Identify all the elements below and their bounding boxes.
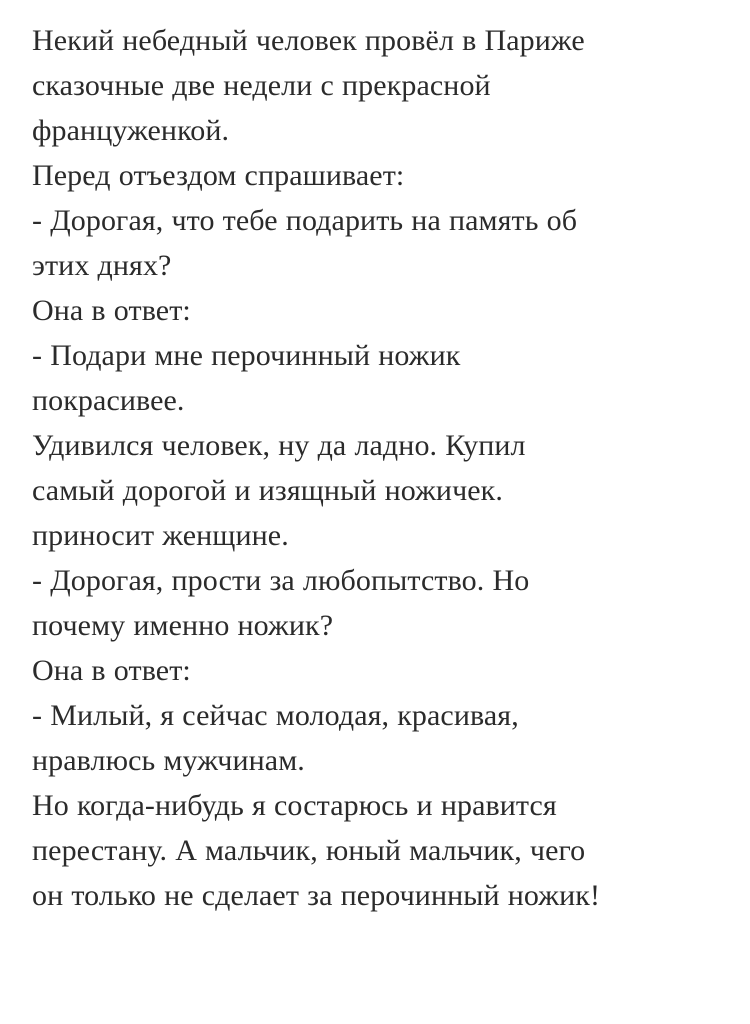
text-line: - Дорогая, прости за любопытство. Но (32, 564, 530, 597)
text-line: самый дорогой и изящный ножичек. (32, 474, 503, 507)
text-line: Перед отъездом спрашивает: (32, 159, 405, 192)
text-line: этих днях? (32, 249, 172, 282)
text-line: - Милый, я сейчас молодая, красивая, (32, 699, 519, 732)
text-line: сказочные две недели с прекрасной (32, 69, 491, 102)
text-line: нравлюсь мужчинам. (32, 744, 305, 777)
text-line: покрасивее. (32, 384, 185, 417)
text-line: француженкой. (32, 114, 230, 147)
text-line: приносит женщине. (32, 519, 289, 552)
text-line: Некий небедный человек провёл в Париже (32, 24, 585, 57)
text-line: - Подари мне перочинный ножик (32, 339, 461, 372)
text-line: он только не сделает за перочинный ножик! (32, 879, 601, 912)
story-text (32, 18, 720, 918)
text-line: Удивился человек, ну да ладно. Купил (32, 429, 526, 462)
text-line: перестану. А мальчик, юный мальчик, чего (32, 834, 586, 867)
text-line: - Дорогая, что тебе подарить на память об (32, 204, 578, 237)
text-line: почему именно ножик? (32, 609, 334, 642)
text-line: Она в ответ: (32, 654, 191, 687)
text-line: Но когда-нибудь я состарюсь и нравится (32, 789, 557, 822)
text-line: Она в ответ: (32, 294, 191, 327)
